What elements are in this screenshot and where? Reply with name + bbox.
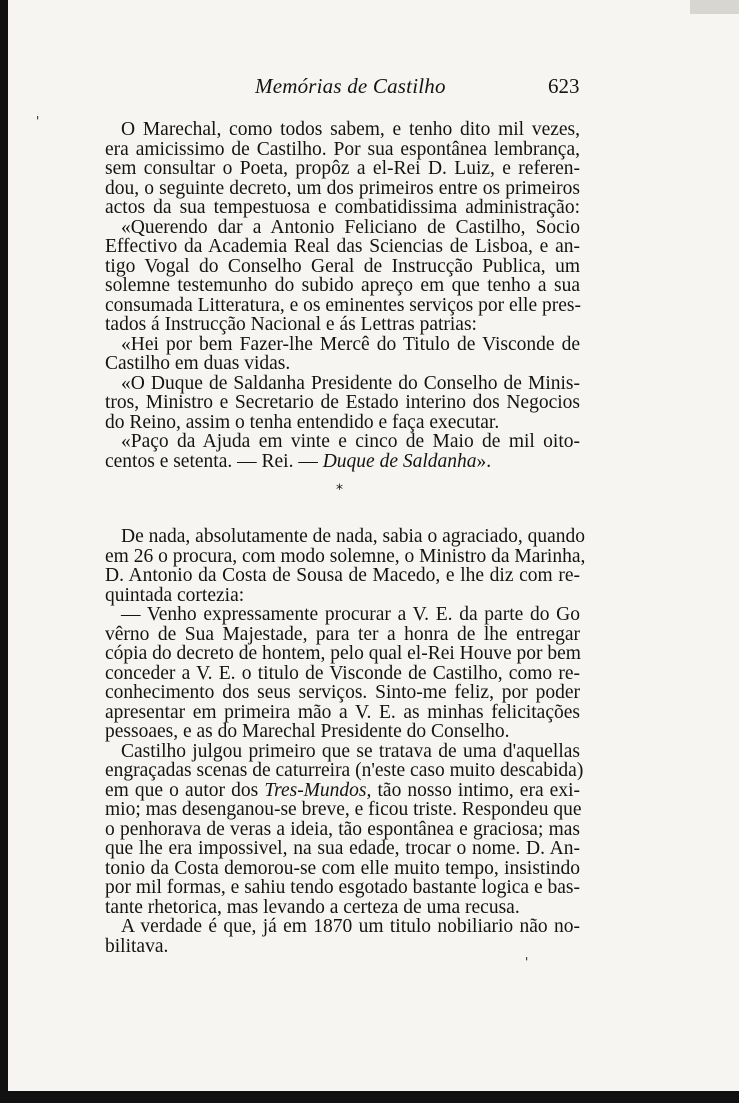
text-line: por mil formas, e sahiu tendo esgotado bastante logica e bas-	[105, 877, 580, 898]
text-line: vêrno de Sua Majestade, para ter a honra de lhe entregar	[105, 623, 580, 645]
text-line: conceder a V. E. o titulo de Visconde de Castilho, como re-	[105, 662, 580, 684]
text-line: A verdade é que, já em 1870 um titulo nobiliario não no-	[121, 916, 580, 937]
signature-prefix: centos e setenta. — Rei. —	[105, 450, 323, 472]
text-line: quintada cortezia:	[105, 584, 245, 606]
text-line	[105, 781, 580, 801]
text-line: Castilho julgou primeiro que se tratava de uma d'aquellas	[121, 740, 580, 762]
text-line: era amicissimo de Castilho. Por sua espontânea lembrança,	[105, 138, 580, 160]
text-line: «Hei por bem Fazer-lhe Mercê do Titulo de Visconde de	[121, 333, 580, 355]
book-title: Tres-Mundos,	[264, 779, 372, 801]
text-line: O Marechal, como todos sabem, e tenho dito mil vezes,	[121, 119, 580, 140]
text-line: apresentar em primeira mão a V. E. as minhas felicitações	[105, 701, 580, 723]
line-suffix: tão nosso intimo, era exi-	[371, 779, 580, 801]
text-line: consumada Litteratura, e os eminentes serviços por elle pres-	[105, 294, 581, 316]
text-line: o penhorava de veras a ideia, tão espontânea e graciosa; mas	[105, 818, 580, 840]
text-line: «Paço da Ajuda em vinte e cinco de Maio de mil oito-	[121, 431, 580, 452]
text-line: actos da sua tempestuosa e combatidissima administração:	[105, 197, 580, 218]
text-line: do Reino, assim o tenha entendido e faça executar.	[105, 411, 500, 433]
text-line: tados á Instrucção Nacional e ás Lettras patrias:	[105, 314, 477, 335]
text-line: tros, Ministro e Secretario de Estado interino dos Negocios	[105, 392, 580, 413]
narrative-section	[105, 526, 586, 957]
text-line: «O Duque de Saldanha Presidente do Conselho de Minis-	[121, 372, 580, 394]
text-line: De nada, absolutamente de nada, sabia o agraciado, quando	[121, 526, 586, 547]
text-line: D. Antonio da Costa de Sousa de Macedo, e lhe diz com re-	[105, 565, 580, 586]
text-line: sem consultar o Poeta, propôz a el-Rei D. Luiz, e referen-	[105, 158, 580, 179]
text-line: dou, o seguinte decreto, um dos primeiros entre os primeiros	[105, 177, 580, 199]
text-line: conhecimento dos seus serviços. Sinto-me feliz, por poder	[105, 682, 580, 703]
text-line: mio; mas desenganou-se breve, e ficou triste. Respondeu que	[105, 799, 582, 820]
text-line: engraçadas scenas de caturreira (n'este caso muito descabida)	[105, 760, 584, 781]
text-line: bilitava.	[105, 935, 169, 957]
text-line: «Querendo dar a Antonio Feliciano de Castilho, Socio	[121, 216, 580, 238]
signature-line	[105, 452, 580, 472]
margin-mark: '	[525, 955, 529, 969]
text-line: Castilho em duas vidas.	[105, 353, 291, 374]
scan-border-bottom	[0, 1091, 739, 1103]
text-line: solemne testemunho do subido apreço em que tenho a sua	[105, 275, 580, 296]
text-line: tonio da Costa demorou-se com elle muito tempo, insistindo	[105, 857, 580, 879]
line-prefix: em que o autor dos	[105, 779, 265, 801]
text-line: Effectivo da Academia Real das Sciencias de Lisboa, e an-	[105, 236, 580, 257]
page-number: 623	[548, 74, 580, 98]
scan-border-left	[0, 0, 8, 1103]
signature-suffix: ».	[476, 450, 492, 472]
text-line: — Venho expressamente procurar a V. E. da parte do Go	[121, 604, 580, 625]
text-line: cópia do decreto de hontem, pelo qual el-Rei Houve por bem	[105, 643, 581, 664]
decree-section	[105, 120, 580, 471]
running-title: Memórias de Castilho	[255, 74, 446, 98]
signature-name: Duque de Saldanha	[322, 450, 477, 472]
text-line: que lhe era impossivel, na sua edade, trocar o nome. D. An-	[105, 838, 580, 859]
scan-corner-shade	[690, 0, 739, 14]
running-header	[0, 74, 739, 102]
text-line: pessoaes, e as do Marechal Presidente do Conselho.	[105, 721, 510, 742]
section-separator: *	[336, 482, 343, 498]
text-line: em 26 o procura, com modo solemne, o Ministro da Marinha,	[105, 545, 586, 567]
text-line: tigo Vogal do Conselho Geral de Instrucção Publica, um	[105, 255, 580, 277]
margin-mark: '	[36, 114, 40, 128]
text-line: tante rhetorica, mas levando a certeza de uma recusa.	[105, 896, 520, 918]
